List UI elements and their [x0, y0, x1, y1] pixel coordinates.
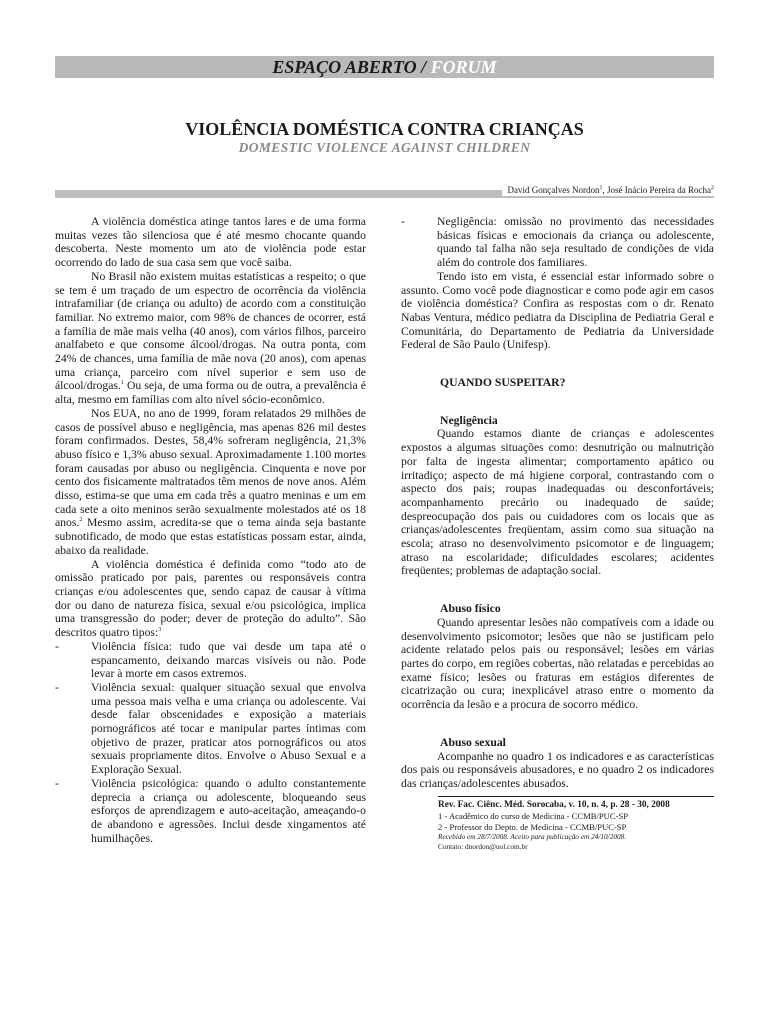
article-title: VIOLÊNCIA DOMÉSTICA CONTRA CRIANÇAS — [185, 119, 584, 139]
author-1: David Gonçalves Nordon — [507, 185, 600, 195]
paragraph-definition — [55, 558, 366, 640]
article-subtitle: DOMESTIC VIOLENCE AGAINST CHILDREN — [238, 140, 531, 155]
list-dash: - — [401, 215, 405, 228]
heading-physical-abuse: Abuso físico — [440, 602, 501, 616]
item-physical-violence: Violência física: tudo que vai desde um tapa até o espancamento, deixando marcas visíveis ou não. Pode levar à morte em casos extremos. — [91, 639, 366, 681]
paragraph-intro: A violência doméstica atinge tantos lares e de uma forma muitas vezes tão silenciosa que é até mesmo chocante quando descoberta. Neste momento um ato de violência pode estar ocorrendo do lado de sua casa sem que você saiba. — [55, 215, 366, 270]
list-item — [55, 681, 366, 777]
paragraph-usa — [55, 407, 366, 558]
paragraph-brazil — [55, 270, 366, 407]
heading-when-to-suspect: QUANDO SUSPEITAR? — [440, 376, 566, 390]
section-label: ESPAÇO ABERTO — [272, 57, 417, 77]
section-separator: / — [416, 57, 431, 77]
item-psychological-violence: Violência psicológica: quando o adulto constantemente deprecia a criança ou adolescente, bloqueando seus esforços de aprendizagem e auto-aceitação, ameaçando-o de abandono e agressões. Inclui desde xingamentos até humilhações. — [91, 776, 366, 845]
paragraph-usa-text-end: Mesmo assim, acredita-se que o tema ainda seja bastante subnotificado, de modo que estas estatísticas possam estar, ainda, abaixo da realidade. — [55, 516, 366, 557]
paragraph-sexual-abuse: Acompanhe no quadro 1 os indicadores e as características dos pais ou responsáveis abusadores, e no quadro 2 os indicadores das crianças/adolescentes abusados. — [401, 749, 714, 790]
paragraph-neglect: Quando estamos diante de crianças e adolescentes expostos a algumas situações como: desnutrição ou malnutrição por falta de ingesta alimentar; comportamento apático ou irritadiço; aspecto de má higiene corporal, contrastando com o aspecto dos pais; roupas inadequadas ou desconfortáveis; acompanhamento precário ou inadequado de saúde; despreocupação dos pais ou cuidadores com os locais que as crianças/adolescentes freqüentam, assim como sua situação na escola; atraso no desenvolvimento psicomotor e de linguagem; atraso na escolaridade; dificuldades escolares; acidentes freqüentes; problemas de adaptação social. — [401, 427, 714, 578]
right-column — [401, 215, 714, 791]
list-item — [55, 640, 366, 681]
heading-sexual-abuse: Abuso sexual — [440, 735, 506, 749]
heading-neglect: Negligência — [440, 413, 498, 427]
author-line — [502, 184, 714, 196]
footnote-ref-1: 1 — [120, 380, 124, 387]
footer-notes — [438, 796, 714, 851]
left-column — [55, 215, 366, 845]
paragraph-usa-text: Nos EUA, no ano de 1999, foram relatados 29 milhões de casos de possível abuso e negligência, mas apenas 826 mil destes foram confirmados. Destes, 58,4% sofreram negligência, 21,3% abuso físico e 1,3% abuso sexual. Aproximadamente 1.100 mortes foram causadas por abuso ou negligência. Cinquenta e nove por cento dos fisicamente maltratados têm menos de nove anos. Além disso, estima-se que uma em cada três a quatro meninas e um em cada sete a oito meninos serão sexualmente molestados até os 18 anos. — [55, 406, 366, 530]
list-dash: - — [55, 639, 59, 653]
affiliation-1: 1 - Acadêmico do curso de Medicina - CCMB/PUC-SP — [438, 811, 628, 821]
affiliation-2: 2 - Professor do Depto. de Medicina - CCMB/PUC-SP — [438, 821, 627, 832]
contact-email: Contato: dnordon@uol.com.br — [438, 841, 528, 851]
section-banner — [55, 56, 714, 78]
journal-reference: Rev. Fac. Ciênc. Méd. Sorocaba, v. 10, n. 4, p. 28 - 30, 2008 — [438, 800, 670, 810]
list-item — [401, 215, 714, 270]
author-2-ref: 2 — [711, 185, 714, 191]
footnote-ref-2: 2 — [79, 517, 83, 524]
paragraph-physical-abuse: Quando apresentar lesões não compatíveis com a idade ou desenvolvimento psicomotor; lesões que não se justificam pelo acidente relatado pelos pais ou responsável; lesões em várias partes do corpo, em regiões cobertas, não relatadas e percebidas ao exame físico; lesões ou fraturas em estágios diferentes de cicatrização ou cura; inexplicável atraso entre o momento da ocorrência da lesão e a procura de socorro médico. — [401, 615, 714, 712]
author-separator: , — [602, 185, 608, 195]
author-1-ref: 1 — [599, 185, 603, 191]
item-sexual-violence: Violência sexual: qualquer situação sexual que envolva uma pessoa mais velha e uma criança ou adolescente. Vai desde falar obscenidades e exposição a materiais pornográficos até tocar e manipular partes íntimas com objetivo de prazer, praticar atos pornográficos ou atos sexuais propriamente ditos. Envolve o Abuso Sexual e a Exploração Sexual. — [91, 680, 366, 777]
list-item — [55, 777, 366, 846]
list-dash: - — [55, 776, 59, 790]
paragraph-definition-text: A violência doméstica é definida como “todo ato de omissão praticado por pais, parentes ou responsáveis contra crianças e/ou adolescentes que, sendo capaz de causar à vítima dor ou dano de natureza física, sexual e/ou psicológica, implica uma transgressão do poder; dever de proteção do adulto”. São descritos quatro tipos: — [55, 557, 366, 640]
author-2: José Inácio Pereira da Rocha — [607, 185, 711, 195]
section-label-en: FORUM — [430, 57, 497, 77]
footnote-ref-3: 3 — [158, 627, 162, 634]
item-neglect: Negligência: omissão no provimento das necessidades básicas físicas e emocionais da criança ou adolescente, quando tal falha não seja resultado de condições de vida além do controle dos familiares. — [437, 215, 714, 270]
paragraph-brazil-text-end: Ou seja, de uma forma ou de outra, a prevalência é alta, mesmo em famílias com alto nível sócio-econômico. — [55, 379, 366, 407]
paragraph-brazil-text: No Brasil não existem muitas estatísticas a respeito; o que se tem é um traçado de um espectro de ocorrência da violência intrafamiliar (de criança ou adulto) de acordo com a constituição familiar. No extremo maior, com 98% de chances de ocorrer, está a família de mãe mais velha (40 anos), com vários filhos, parceiro analfabeto e que consome álcool/drogas. Na outra ponta, com 24% de chances, uma família de mãe nova (20 anos), com apenas uma criança, parceiro com nível superior e sem uso de álcool/drogas. — [55, 269, 366, 393]
received-dates: Recebido em 28/7/2008. Aceito para publicação em 24/10/2008. — [438, 832, 627, 842]
list-dash: - — [55, 680, 59, 694]
paragraph-interview: Tendo isto em vista, é essencial estar informado sobre o assunto. Como você pode diagnosticar e como pode agir em casos de violência doméstica? Confira as respostas com o dr. Renato Nabas Ventura, médico pediatra da Disciplina de Pediatria Geral e Comunitária, do Departamento de Pediatria da Universidade Federal de São Paulo (Unifesp). — [401, 269, 714, 352]
